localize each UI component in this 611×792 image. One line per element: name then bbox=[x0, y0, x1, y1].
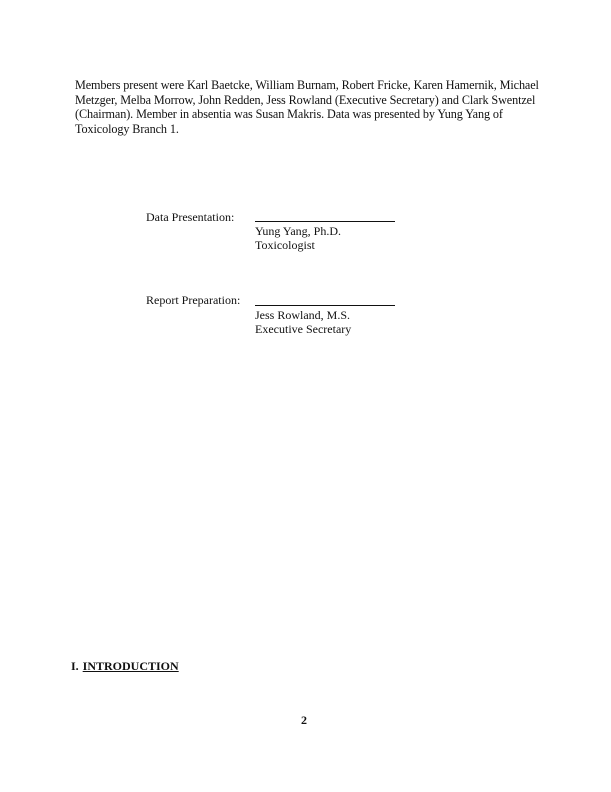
page-number: 2 bbox=[301, 713, 307, 727]
signature-title: Toxicologist bbox=[255, 238, 315, 252]
signature-line bbox=[255, 305, 395, 306]
signature-name: Yung Yang, Ph.D. bbox=[255, 224, 342, 238]
signature-label: Report Preparation: bbox=[146, 293, 241, 307]
section-title: INTRODUCTION bbox=[82, 659, 179, 673]
signature-title: Executive Secretary bbox=[255, 322, 352, 336]
signature-line bbox=[255, 221, 395, 222]
members-paragraph: Members present were Karl Baetcke, William Burnam, Robert Fricke, Karen Hamernik, Michael Metzger, Melba Morrow, John Redden, Jess Rowland (Executive Secretary) and Clark Swentzel (Chairman). Member in absentia was Susan Makris. Data was presented by Yung Yang of Toxicology Branch 1. bbox=[75, 78, 539, 136]
section-number: I. bbox=[71, 659, 79, 673]
section-heading bbox=[71, 659, 179, 674]
signature-name: Jess Rowland, M.S. bbox=[255, 308, 351, 322]
signature-label: Data Presentation: bbox=[146, 210, 235, 224]
